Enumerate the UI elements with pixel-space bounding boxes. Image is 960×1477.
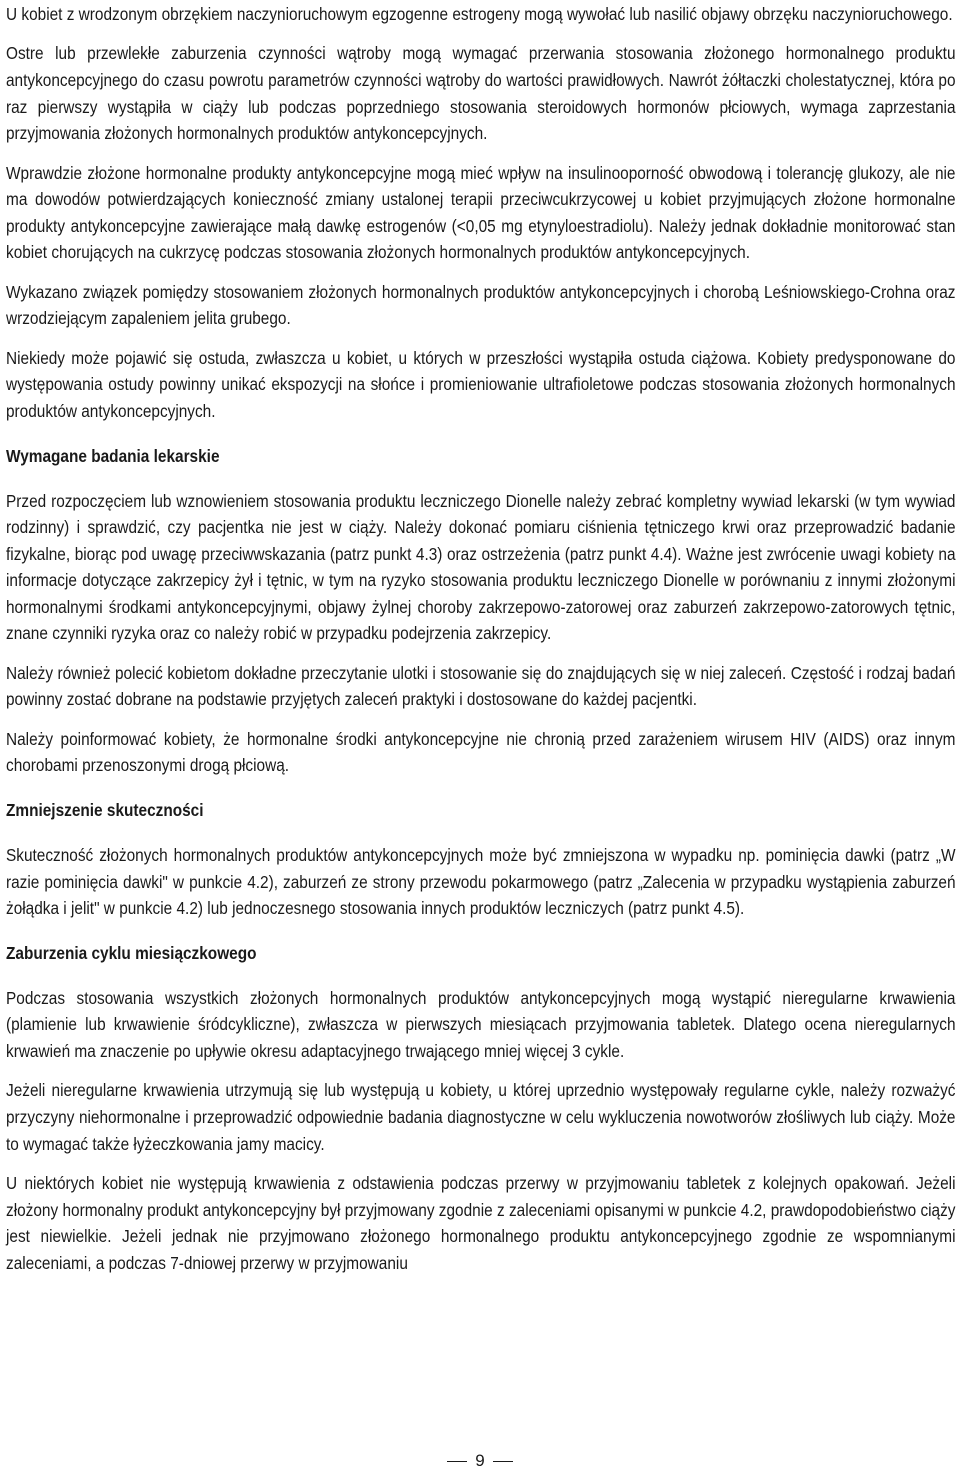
paragraph-angioedema: U kobiet z wrodzonym obrzękiem naczynioruchowym egzogenne estrogeny mogą wywołać lub nasilić objawy obrzęku naczynioruchowego. xyxy=(6,5,953,24)
page-footer xyxy=(0,1451,960,1471)
paragraph-irregular-bleeding: Podczas stosowania wszystkich złożonych hormonalnych produktów antykoncepcyjnych mogą wystąpić nieregularne krwawienia (plamienie lub krwawienie śródcykliczne), zwłaszcza w pierwszych miesiącach przyjmowania tabletek. Dlatego ocena nieregularnych krwawień ma znaczenie po upływie okresu adaptacyjnego trwającego mniej więcej 3 cykle. xyxy=(6,988,956,1061)
page-number: 9 xyxy=(475,1451,485,1470)
paragraph-liver-disorders: Ostre lub przewlekłe zaburzenia czynności wątroby mogą wymagać przerwania stosowania złożonego hormonalnego produktu antykoncepcyjnego do czasu powrotu parametrów czynności wątroby do wartości prawidłowych. Nawrót żółtaczki cholestatycznej, która po raz pierwszy wystąpiła w ciąży lub podczas poprzedniego stosowania steroidowych hormonów płciowych, wymaga zaprzestania przyjmowania złożonych hormonalnych produktów antykoncepcyjnych. xyxy=(6,44,956,144)
document-body xyxy=(6,2,956,1290)
paragraph-reduced-efficacy: Skuteczność złożonych hormonalnych produktów antykoncepcyjnych może być zmniejszona w wypadku np. pominięcia dawki (patrz „W razie pominięcia dawki" w punkcie 4.2), zaburzeń ze strony przewodu pokarmowego (patrz „Zalecenia w przypadku wystąpienia zaburzeń żołądka i jelit" w punkcie 4.2) lub jednoczesnego stosowania innych produktów leczniczych (patrz punkt 4.5). xyxy=(6,846,956,919)
section-heading-cycle-disorders: Zaburzenia cyklu miesiączkowego xyxy=(6,943,257,963)
section-heading-reduced-efficacy: Zmniejszenie skuteczności xyxy=(6,801,204,821)
footer-dash-left xyxy=(447,1461,467,1462)
paragraph-insulin-resistance: Wprawdzie złożone hormonalne produkty antykoncepcyjne mogą mieć wpływ na insulinooporność obwodową i tolerancję glukozy, ale nie ma dowodów potwierdzających konieczność zmiany ustalonej terapii przeciwcukrzycowej u kobiet przyjmujących złożone hormonalne produkty antykoncepcyjne zawierające małą dawkę estrogenów (<0,05 mg etynyloestradiolu). Należy jednak dokładnie monitorować stan kobiet chorujących na cukrzycę podczas stosowania złożonych hormonalnych produktów antykoncepcyjnych. xyxy=(6,163,956,263)
footer-dash-right xyxy=(493,1461,513,1462)
paragraph-persistent-bleeding: Jeżeli nieregularne krwawienia utrzymują się lub występują u kobiety, u której uprzednio występowały regularne cykle, należy rozważyć przyczyny niehormonalne i przeprowadzić odpowiednie badania diagnostyczne w celu wykluczenia nowotworów złośliwych lub ciąży. Może to wymagać także łyżeczkowania jamy macicy. xyxy=(6,1081,956,1154)
paragraph-leaflet-reading: Należy również polecić kobietom dokładne przeczytanie ulotki i stosowanie się do znajdujących się w niej zaleceń. Częstość i rodzaj badań powinny zostać dobrane na podstawie przyjętych zaleceń praktyki i dostosowane do każdej pacjentki. xyxy=(6,663,956,710)
paragraph-chloasma: Niekiedy może pojawić się ostuda, zwłaszcza u kobiet, u których w przeszłości wystąpiła ostuda ciążowa. Kobiety predysponowane do występowania ostudy powinny unikać ekspozycji na słońce i promieniowanie ultrafioletowe podczas stosowania złożonych hormonalnych produktów antykoncepcyjnych. xyxy=(6,348,956,421)
document-page xyxy=(6,0,956,1477)
paragraph-crohn-disease: Wykazano związek pomiędzy stosowaniem złożonych hormonalnych produktów antykoncepcyjnych i chorobą Leśniowskiego-Crohna oraz wrzodziejącym zapaleniem jelita grubego. xyxy=(6,282,956,329)
paragraph-hiv-protection: Należy poinformować kobiety, że hormonalne środki antykoncepcyjne nie chronią przed zarażeniem wirusem HIV (AIDS) oraz innym chorobami przenoszonymi drogą płciową. xyxy=(6,729,956,776)
paragraph-withdrawal-bleeding: U niektórych kobiet nie występują krwawienia z odstawienia podczas przerwy w przyjmowaniu tabletek z kolejnych opakowań. Jeżeli złożony hormonalny produkt antykoncepcyjny był przyjmowany zgodnie z zaleceniami opisanymi w punkcie 4.2, prawdopodobieństwo ciąży jest niewielkie. Jeżeli jednak nie przyjmowano złożonego hormonalnego produktu antykoncepcyjnego zgodnie ze wspomnianymi zaleceniami, a podczas 7-dniowej przerwy w przyjmowaniu xyxy=(6,1173,956,1273)
paragraph-medical-history: Przed rozpoczęciem lub wznowieniem stosowania produktu leczniczego Dionelle należy zebrać kompletny wywiad lekarski (w tym wywiad rodzinny) i sprawdzić, czy pacjentka nie jest w ciąży. Należy dokonać pomiaru ciśnienia tętniczego krwi oraz przeprowadzić badanie fizykalne, biorąc pod uwagę przeciwwskazania (patrz punkt 4.3) oraz ostrzeżenia (patrz punkt 4.4). Ważne jest zwrócenie uwagi kobiety na informacje dotyczące zakrzepicy żył i tętnic, w tym na ryzyko stosowania produktu leczniczego Dionelle w porównaniu z innymi złożonymi hormonalnymi środkami antykoncepcyjnymi, objawy żylnej choroby zakrzepowo-zatorowej oraz zaburzeń zakrzepowo-zatorowych tętnic, znane czynniki ryzyka oraz co należy robić w przypadku podejrzenia zakrzepicy. xyxy=(6,491,956,644)
section-heading-medical-exams: Wymagane badania lekarskie xyxy=(6,446,220,466)
